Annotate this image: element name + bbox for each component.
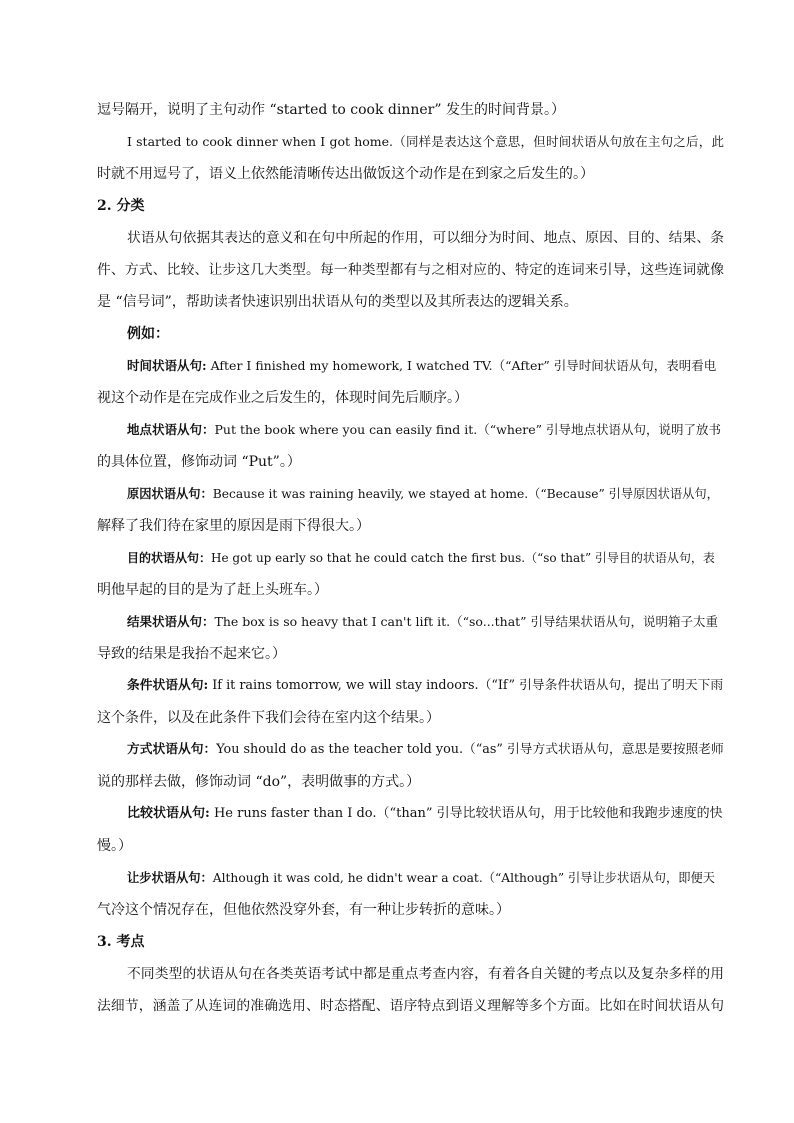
- paragraph-line: 法细节，涵盖了从连词的准确选用、时态搭配、语序特点到语义理解等多个方面。比如在时间状语从句: [97, 998, 724, 1014]
- paragraph-line: 逗号隔开，说明了主句动作 “started to cook dinner” 发生的时间背景。）: [97, 102, 565, 118]
- example-reason-label: 原因状语从句：: [127, 486, 213, 501]
- paragraph-line: 件、方式、比较、让步这几大类型。每一种类型都有与之相对应的、特定的连词来引导，这些连词就像: [97, 262, 724, 278]
- paragraph-line: 解释了我们待在家里的原因是雨下得很大。）: [97, 518, 370, 534]
- example-reason: [127, 484, 719, 504]
- section-heading-key-points: 3. 考点: [97, 934, 145, 950]
- paragraph-line: 导致的结果是我抬不起来它。）: [97, 646, 286, 662]
- example-manner: [127, 740, 724, 760]
- example-concession: [127, 868, 715, 888]
- example-result: [127, 612, 718, 632]
- paragraph-line: 的具体位置，修饰动词 “Put”。）: [97, 454, 301, 470]
- example-reason-text: Because it was raining heavily, we stayed at home.（“Because” 引导原因状语从句，: [212, 487, 719, 501]
- example-manner-label: 方式状语从句：: [127, 742, 217, 757]
- paragraph-line: 时就不用逗号了，语义上依然能清晰传达出做饭这个动作是在到家之后发生的。）: [97, 166, 594, 182]
- paragraph-line: 不同类型的状语从句在各类英语考试中都是重点考查内容，有着各自关键的考点以及复杂多样的用: [127, 966, 724, 982]
- example-time-text: After I finished my homework, I watched TV.（“After” 引导时间状语从句，表明看电: [206, 358, 717, 373]
- paragraph-line: 明他早起的目的是为了赶上头班车。）: [97, 582, 328, 598]
- example-result-label: 结果状语从句：: [127, 614, 215, 629]
- example-condition-text: If it rains tomorrow, we will stay indoors.（“If” 引导条件状语从句，提出了明天下雨: [208, 678, 724, 693]
- example-purpose: [127, 548, 715, 568]
- paragraph-line: 这个条件，以及在此条件下我们会待在室内这个结果。）: [97, 710, 440, 726]
- paragraph-line: 视这个动作是在完成作业之后发生的，体现时间先后顺序。）: [97, 390, 468, 406]
- example-concession-label: 让步状语从句：: [127, 870, 213, 885]
- section-heading-classification: 2. 分类: [97, 198, 145, 214]
- example-purpose-label: 目的状语从句：: [127, 551, 212, 565]
- example-condition-label: 条件状语从句:: [127, 678, 209, 693]
- paragraph-line: I started to cook dinner when I got home.（同样是表达这个意思，但时间状语从句放在主句之后，此: [127, 134, 724, 149]
- example-place-text: Put the book where you can easily find it.（“where” 引导地点状语从句，说明了放书: [214, 422, 722, 437]
- example-label: 例如：: [127, 326, 169, 342]
- paragraph-line: 说的那样去做，修饰动词 “do”，表明做事的方式。）: [97, 774, 421, 790]
- example-place: [127, 420, 721, 440]
- example-place-label: 地点状语从句：: [127, 422, 215, 437]
- example-comparison-label: 比较状语从句:: [127, 806, 210, 821]
- paragraph-line: 是 “信号词”，帮助读者快速识别出状语从句的类型以及其所表达的逻辑关系。: [97, 294, 578, 310]
- example-manner-text: You should do as the teacher told you.（“as” 引导方式状语从句，意思是要按照老师: [216, 742, 724, 757]
- example-purpose-text: He got up early so that he could catch the first bus.（“so that” 引导目的状语从句，表: [211, 551, 715, 565]
- example-result-text: The box is so heavy that I can't lift it.（“so...that” 引导结果状语从句，说明箱子太重: [214, 614, 719, 629]
- example-time: [127, 356, 716, 376]
- example-condition: [127, 676, 723, 696]
- paragraph-line: 气冷这个情况存在，但他依然没穿外套，有一种让步转折的意味。）: [97, 902, 510, 918]
- paragraph-line: 状语从句依据其表达的意义和在句中所起的作用，可以细分为时间、地点、原因、目的、结果、条: [127, 230, 724, 246]
- paragraph-line: 慢。）: [97, 838, 132, 854]
- example-concession-text: Although it was cold, he didn't wear a coat.（“Although” 引导让步状语从句，即便天: [212, 871, 715, 885]
- example-time-label: 时间状语从句:: [127, 358, 207, 373]
- example-comparison: [127, 804, 723, 824]
- example-comparison-text: He runs faster than I do.（“than” 引导比较状语从句，用于比较他和我跑步速度的快: [209, 806, 723, 821]
